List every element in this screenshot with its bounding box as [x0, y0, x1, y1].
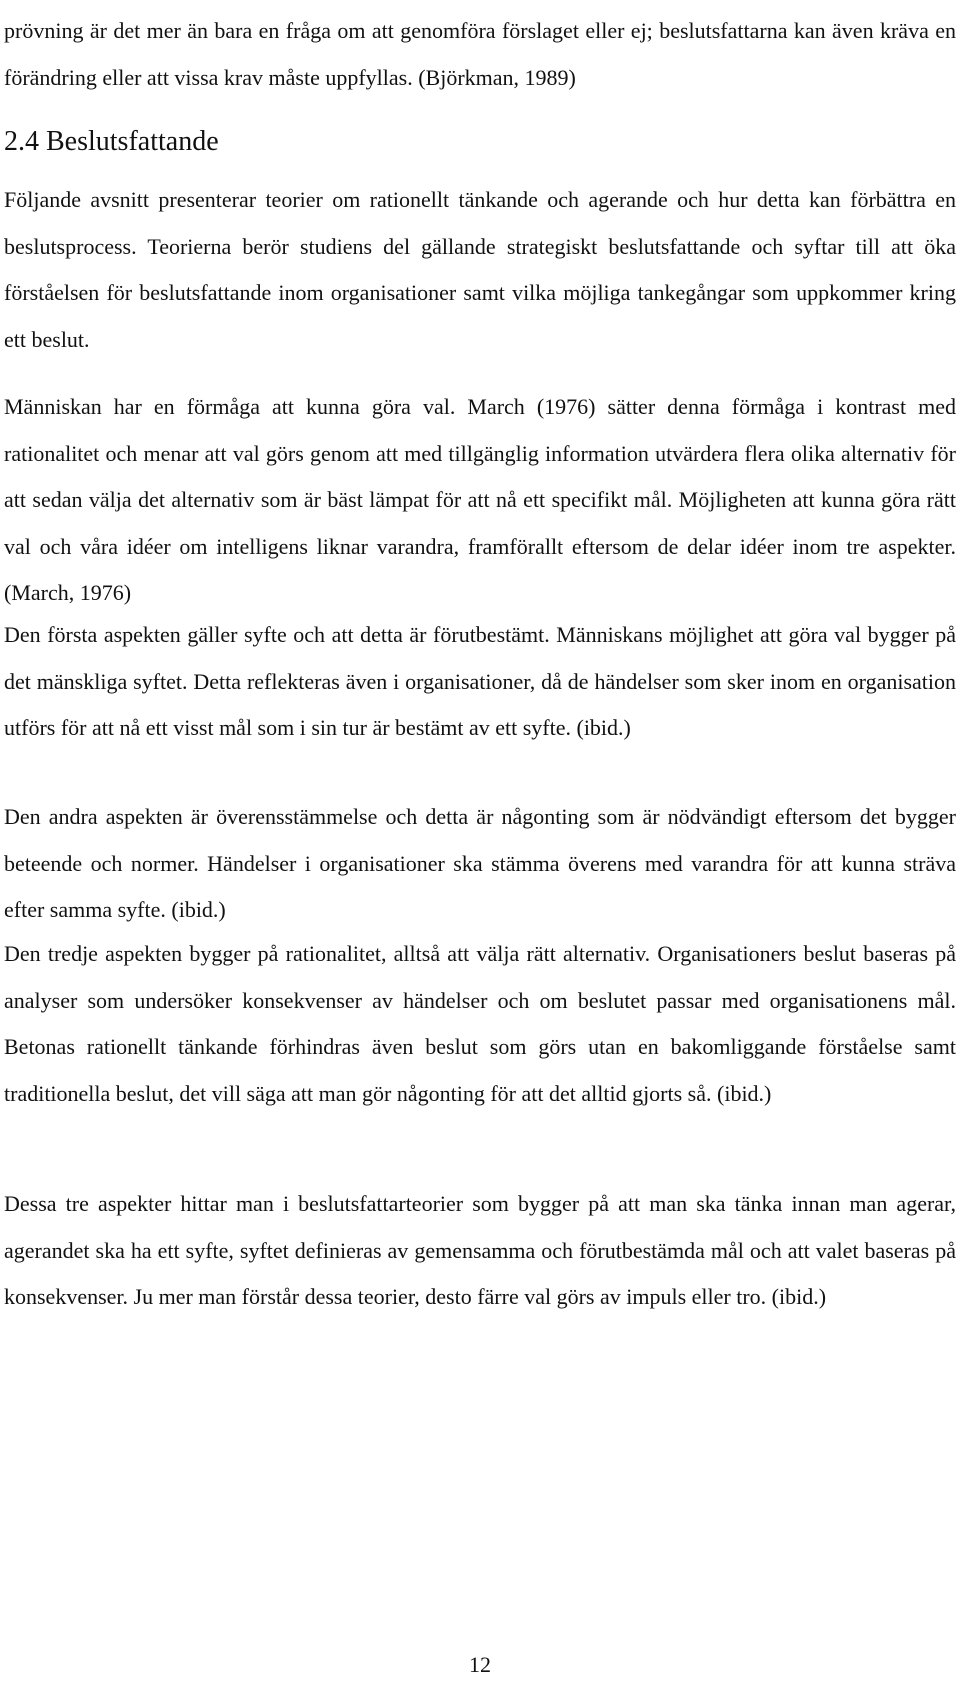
- page-number: 12: [469, 1652, 491, 1677]
- paragraph-forsta-aspekten: Den första aspekten gäller syfte och att detta är förutbestämt. Människans möjlighet att göra val bygger på det mänskliga syftet. Detta reflekteras även i organisationer, då de händelser som sker inom en organisation utförs för att nå ett visst mål som i sin tur är bestämt av ett syfte. (ibid.): [4, 622, 956, 740]
- paragraph-march-val: Människan har en förmåga att kunna göra val. March (1976) sätter denna förmåga i kontrast med rationalitet och menar att val görs genom att med tillgänglig information utvärdera flera olika alternativ för att sedan välja det alternativ som är bäst lämpat för att nå ett specifikt mål. Möjligheten att kunna göra rätt val och våra idéer om intelligens liknar varandra, framförallt eftersom de delar idéer inom tre aspekter. (March, 1976): [4, 394, 956, 605]
- paragraph-tredje-aspekten: Den tredje aspekten bygger på rationalitet, alltså att välja rätt alternativ. Organisationers beslut baseras på analyser som undersöker konsekvenser av händelser och om beslutet passar med organisationens mål. Betonas rationellt tänkande förhindras även beslut som görs utan en bakomliggande förståelse samt traditionella beslut, det vill säga att man gör någonting för att det alltid gjorts så. (ibid.): [4, 941, 956, 1106]
- paragraph-andra-aspekten: Den andra aspekten är överensstämmelse och detta är någonting som är nödvändigt eftersom det bygger beteende och normer. Händelser i organisationer ska stämma överens med varandra för att kunna sträva efter samma syfte. (ibid.): [4, 804, 956, 922]
- intro-paragraph: prövning är det mer än bara en fråga om att genomföra förslaget eller ej; beslutsfattarna kan även kräva en förändring eller att vissa krav måste uppfyllas. (Björkman, 1989): [4, 18, 956, 90]
- paragraph-beslutsfattande-intro: Följande avsnitt presenterar teorier om rationellt tänkande och agerande och hur detta kan förbättra en beslutsprocess. Teorierna berör studiens del gällande strategiskt beslutsfattande och syftar till att öka förståelsen för beslutsfattande inom organisationer samt vilka möjliga tankegångar som uppkommer kring ett beslut.: [4, 187, 956, 352]
- paragraph-sammanfattning-aspekter: Dessa tre aspekter hittar man i beslutsfattarteorier som bygger på att man ska tänka innan man agerar, agerandet ska ha ett syfte, syftet definieras av gemensamma och förutbestämda mål och att valet baseras på konsekvenser. Ju mer man förstår dessa teorier, desto färre val görs av impuls eller tro. (ibid.): [4, 1191, 956, 1309]
- section-heading: 2.4 Beslutsfattande: [4, 126, 219, 157]
